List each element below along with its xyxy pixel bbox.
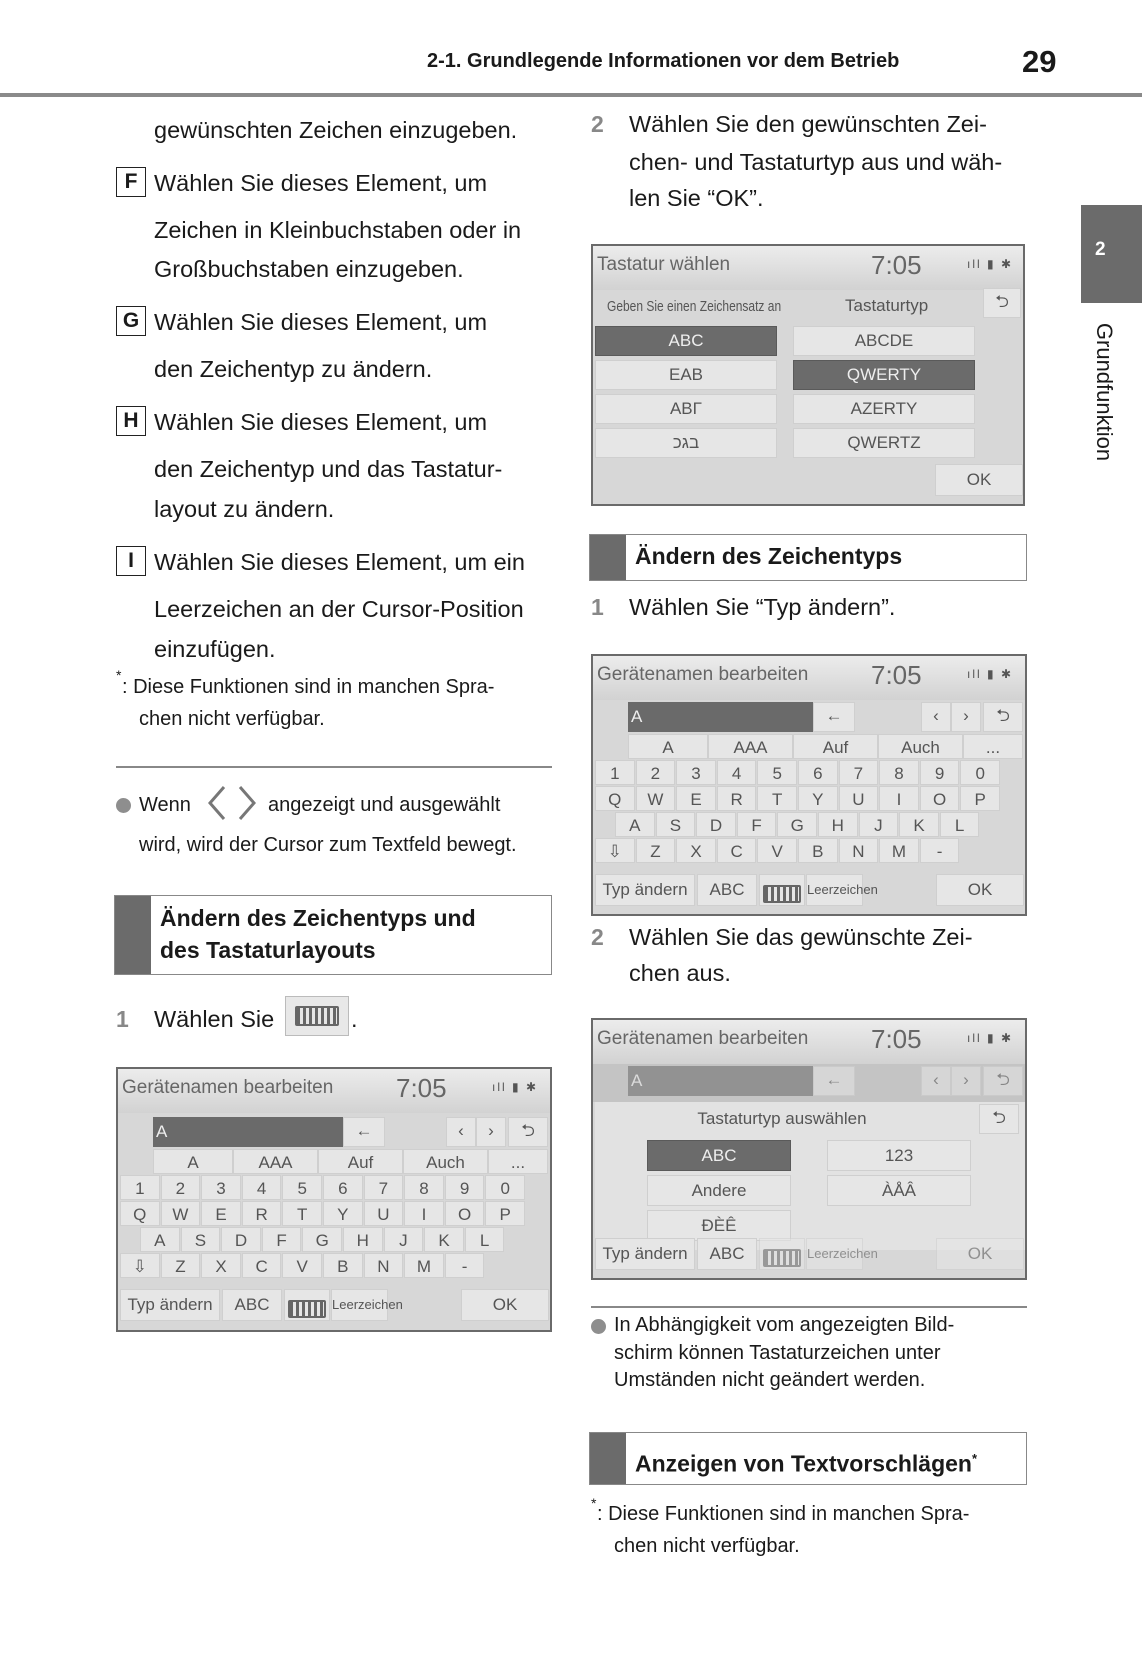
key[interactable]: D — [696, 812, 736, 837]
footnote-line1: : Diese Funktionen sind in manchen Spra- — [597, 1503, 970, 1525]
key[interactable]: 4 — [717, 760, 757, 785]
key[interactable]: 0 — [960, 760, 1000, 785]
key[interactable]: 6 — [323, 1175, 363, 1200]
key[interactable]: N — [364, 1253, 404, 1278]
screenshot-keyboard-left — [116, 1067, 552, 1332]
item-h-marker — [116, 406, 146, 436]
abc-button[interactable]: ABC — [697, 874, 757, 906]
key[interactable]: S — [656, 812, 696, 837]
letter-g: G — [116, 306, 146, 336]
key[interactable]: 3 — [676, 760, 716, 785]
running-header: 2-1. Grundlegende Informationen vor dem Betrieb — [427, 50, 900, 72]
key[interactable]: ⇩ — [120, 1253, 160, 1278]
item-h-line3: layout zu ändern. — [154, 496, 335, 522]
key[interactable]: Y — [798, 786, 838, 811]
key[interactable]: X — [676, 838, 716, 863]
key[interactable]: J — [384, 1227, 424, 1252]
section-bar — [590, 535, 626, 580]
key[interactable]: A — [140, 1227, 180, 1252]
footnote-line2: chen nicht verfügbar. — [614, 1535, 800, 1557]
key[interactable]: Q — [120, 1201, 160, 1226]
cursor-arrows-icon — [204, 783, 260, 823]
suggestion[interactable]: AAA — [233, 1149, 318, 1174]
key[interactable]: U — [839, 786, 879, 811]
suggestion[interactable]: Auch — [878, 734, 963, 759]
key[interactable]: 7 — [364, 1175, 404, 1200]
key[interactable]: 8 — [879, 760, 919, 785]
page-number: 29 — [1022, 44, 1057, 79]
key[interactable]: H — [818, 812, 858, 837]
back-key: ⮌ — [983, 1066, 1023, 1096]
ok-button[interactable]: OK — [936, 874, 1024, 906]
item-h-line2: den Zeichentyp und das Tastatur- — [154, 456, 503, 482]
text-field[interactable]: A — [628, 702, 813, 732]
item-g-line2: den Zeichentyp zu ändern. — [154, 356, 433, 382]
type-option[interactable]: ÐÈÊ — [647, 1210, 791, 1241]
layout-option[interactable]: QWERTY — [793, 360, 975, 390]
suggestion[interactable]: Auf — [793, 734, 878, 759]
step-line1: Wählen Sie den gewünschten Zei- — [629, 111, 987, 137]
charset-option[interactable]: ABC — [595, 326, 777, 356]
key[interactable]: B — [323, 1253, 363, 1278]
clock: 7:05 — [871, 660, 922, 690]
space-button[interactable]: Leerzeichen — [331, 1289, 388, 1321]
step-text: Wählen Sie — [154, 1006, 275, 1032]
key[interactable]: 0 — [485, 1175, 525, 1200]
key[interactable]: B — [798, 838, 838, 863]
key[interactable]: M — [879, 838, 919, 863]
footnote-line1: : Diese Funktionen sind in manchen Spra- — [122, 676, 495, 698]
key[interactable]: 1 — [595, 760, 635, 785]
key[interactable]: D — [221, 1227, 261, 1252]
clock: 7:05 — [871, 250, 922, 280]
layout-header: Tastaturtyp — [845, 296, 929, 315]
back-key[interactable]: ⮌ — [983, 702, 1023, 732]
layout-option[interactable]: ABCDE — [793, 326, 975, 356]
screen-title: Gerätenamen bearbeiten — [597, 664, 809, 685]
key[interactable]: L — [465, 1227, 505, 1252]
key[interactable]: N — [839, 838, 879, 863]
charset-option[interactable]: בגכ — [595, 428, 777, 458]
suggestion[interactable]: A — [628, 734, 708, 759]
item-i-line3: einzufügen. — [154, 636, 276, 662]
chapter-tab: 2 — [1081, 205, 1142, 303]
suggestion[interactable]: Auch — [403, 1149, 488, 1174]
key[interactable]: T — [757, 786, 797, 811]
section-heading-line1: Ändern des Zeichentyps und — [160, 905, 476, 931]
key[interactable]: 9 — [445, 1175, 485, 1200]
key[interactable]: 7 — [839, 760, 879, 785]
suggestion[interactable]: Auf — [318, 1149, 403, 1174]
bullet-line2: schirm können Tastaturzeichen unter — [614, 1342, 941, 1364]
suggestion[interactable]: AAA — [708, 734, 793, 759]
type-popup — [595, 1102, 1025, 1250]
bullet-text-b: angezeigt und ausgewählt — [268, 794, 501, 816]
key[interactable]: 5 — [282, 1175, 322, 1200]
charset-option[interactable]: ΑΒΓ — [595, 394, 777, 424]
key[interactable]: 2 — [161, 1175, 201, 1200]
layout-option[interactable]: AZERTY — [793, 394, 975, 424]
item-f-line3: Großbuchstaben einzugeben. — [154, 256, 464, 282]
key[interactable]: 4 — [242, 1175, 282, 1200]
key[interactable]: I — [879, 786, 919, 811]
key[interactable]: X — [201, 1253, 241, 1278]
backspace-key: ← — [813, 1066, 855, 1096]
cursor-right-key[interactable]: › — [476, 1117, 506, 1147]
step-line2: chen aus. — [629, 960, 731, 986]
key[interactable]: W — [161, 1201, 201, 1226]
cursor-right-key: › — [951, 1066, 981, 1096]
bullet-icon — [116, 797, 131, 815]
bullet-line1: In Abhängigkeit vom angezeigten Bild- — [614, 1314, 955, 1336]
paragraph-continued: gewünschten Zeichen einzugeben. — [154, 117, 518, 143]
type-option[interactable]: 123 — [827, 1140, 971, 1171]
item-g-line1: Wählen Sie dieses Element, um — [154, 309, 488, 335]
key[interactable]: 6 — [798, 760, 838, 785]
key[interactable]: C — [242, 1253, 282, 1278]
key[interactable]: G — [777, 812, 817, 837]
key[interactable]: L — [940, 812, 980, 837]
key[interactable]: J — [859, 812, 899, 837]
suggestion[interactable]: ... — [963, 734, 1023, 759]
key[interactable]: F — [737, 812, 777, 837]
type-change-button[interactable]: Typ ändern — [595, 874, 695, 906]
key[interactable]: U — [364, 1201, 404, 1226]
step-number: 1 — [591, 594, 604, 620]
key[interactable]: M — [404, 1253, 444, 1278]
key[interactable]: K — [899, 812, 939, 837]
section-heading-line2: des Tastaturlayouts — [160, 937, 376, 963]
section-bar — [590, 1433, 626, 1484]
key[interactable]: 9 — [920, 760, 960, 785]
key[interactable]: E — [676, 786, 716, 811]
bullet-text-a: Wenn — [139, 794, 191, 816]
screen-title: Tastatur wählen — [597, 254, 731, 275]
section-heading: Ändern des Zeichentyps — [635, 543, 903, 569]
suggestion[interactable]: A — [153, 1149, 233, 1174]
key[interactable]: H — [343, 1227, 383, 1252]
type-option[interactable]: ABC — [647, 1140, 791, 1171]
footnote-star: * — [116, 667, 122, 683]
step-text: Wählen Sie “Typ ändern”. — [629, 594, 896, 620]
item-i-marker — [116, 546, 146, 576]
item-h-line1: Wählen Sie dieses Element, um — [154, 409, 488, 435]
key[interactable]: 1 — [120, 1175, 160, 1200]
key[interactable]: - — [445, 1253, 485, 1278]
key[interactable]: C — [717, 838, 757, 863]
bullet-icon — [591, 1318, 606, 1336]
key[interactable]: I — [404, 1201, 444, 1226]
letter-f: F — [116, 167, 146, 197]
key[interactable]: Z — [636, 838, 676, 863]
text-field: A — [628, 1066, 813, 1096]
key[interactable]: G — [302, 1227, 342, 1252]
item-g-marker — [116, 306, 146, 336]
abc-button[interactable]: ABC — [222, 1289, 282, 1321]
section-heading-text: Anzeigen von Textvorschlägen — [635, 1450, 972, 1477]
keyboard-button[interactable] — [284, 1289, 330, 1321]
key[interactable]: 3 — [201, 1175, 241, 1200]
screenshot-type-select — [591, 1018, 1027, 1280]
text-field[interactable]: A — [153, 1117, 343, 1147]
item-i-line2: Leerzeichen an der Cursor-Position — [154, 596, 524, 622]
key[interactable]: 2 — [636, 760, 676, 785]
key[interactable]: 8 — [404, 1175, 444, 1200]
key[interactable]: T — [282, 1201, 322, 1226]
abc-button[interactable]: ABC — [697, 1238, 757, 1270]
key[interactable]: K — [424, 1227, 464, 1252]
charset-header: Geben Sie einen Zeichensatz an — [607, 298, 782, 315]
step-number: 1 — [116, 1006, 129, 1032]
step-number: 2 — [591, 111, 604, 137]
section-bar — [115, 896, 151, 974]
clock: 7:05 — [871, 1024, 922, 1054]
letter-i: I — [116, 546, 146, 576]
key[interactable]: V — [757, 838, 797, 863]
step-line1: Wählen Sie das gewünschte Zei- — [629, 924, 973, 950]
letter-h: H — [116, 406, 146, 436]
key[interactable]: Y — [323, 1201, 363, 1226]
screenshot-keyboard-right — [591, 654, 1027, 916]
cursor-right-key[interactable]: › — [951, 702, 981, 732]
ok-button[interactable]: OK — [461, 1289, 549, 1321]
key[interactable]: 5 — [757, 760, 797, 785]
space-button[interactable]: Leerzeichen — [806, 874, 863, 906]
status-icons: ıll ▮ ✱ — [967, 257, 1013, 271]
key[interactable]: O — [920, 786, 960, 811]
key[interactable]: R — [242, 1201, 282, 1226]
type-change-button[interactable]: Typ ändern — [595, 1238, 695, 1270]
keyboard-button — [759, 1238, 805, 1270]
header-rule — [0, 93, 1142, 97]
back-key[interactable]: ⮌ — [508, 1117, 548, 1147]
divider — [116, 766, 552, 768]
cursor-left-key: ‹ — [921, 1066, 951, 1096]
backspace-key[interactable]: ← — [813, 702, 855, 732]
backspace-key[interactable]: ← — [343, 1117, 385, 1147]
key[interactable]: S — [181, 1227, 221, 1252]
screenshot-keyboard-select — [591, 244, 1025, 506]
key[interactable]: P — [960, 786, 1000, 811]
back-key[interactable]: ⮌ — [983, 288, 1021, 318]
footnote-line2: chen nicht verfügbar. — [139, 708, 325, 730]
key[interactable]: R — [717, 786, 757, 811]
type-change-button[interactable]: Typ ändern — [120, 1289, 220, 1321]
space-button: Leerzeichen — [806, 1238, 863, 1270]
screen-title: Gerätenamen bearbeiten — [597, 1028, 809, 1049]
key[interactable]: ⇩ — [595, 838, 635, 863]
status-icons: ıll ▮ ✱ — [492, 1080, 538, 1094]
key[interactable]: P — [485, 1201, 525, 1226]
type-option[interactable]: Andere — [647, 1175, 791, 1206]
chapter-label: Grundfunktion — [1092, 322, 1117, 462]
popup-back-key[interactable]: ⮌ — [979, 1104, 1019, 1134]
step-line2: chen- und Tastaturtyp aus und wäh- — [629, 149, 1003, 175]
key[interactable]: O — [445, 1201, 485, 1226]
suggestion[interactable]: ... — [488, 1149, 548, 1174]
key[interactable]: W — [636, 786, 676, 811]
key[interactable]: A — [615, 812, 655, 837]
popup-title: Tastaturtyp auswählen — [697, 1109, 867, 1128]
cursor-left-key[interactable]: ‹ — [446, 1117, 476, 1147]
layout-option[interactable]: QWERTZ — [793, 428, 975, 458]
item-f-line2: Zeichen in Kleinbuchstaben oder in — [154, 217, 522, 243]
step-line3: len Sie “OK”. — [629, 185, 764, 211]
keyboard-icon — [285, 996, 349, 1036]
key[interactable]: Q — [595, 786, 635, 811]
footnote-star: * — [591, 1495, 597, 1511]
section-heading — [635, 1443, 977, 1480]
status-icons: ıll ▮ ✱ — [967, 1031, 1013, 1045]
ok-button: OK — [936, 1238, 1024, 1270]
section-heading-suggestions — [589, 1432, 1027, 1485]
bullet-text-c: wird, wird der Cursor zum Textfeld bewegt. — [139, 834, 517, 856]
key[interactable]: V — [282, 1253, 322, 1278]
ok-button[interactable]: OK — [935, 464, 1023, 496]
section-heading-char-type — [589, 534, 1027, 581]
key[interactable]: - — [920, 838, 960, 863]
screen-title: Gerätenamen bearbeiten — [122, 1077, 334, 1098]
section-heading-keyboard-layout — [114, 895, 552, 975]
item-f-line1: Wählen Sie dieses Element, um — [154, 170, 488, 196]
bullet-line3: Umständen nicht geändert werden. — [614, 1369, 926, 1391]
keyboard-button[interactable] — [759, 874, 805, 906]
key[interactable]: F — [262, 1227, 302, 1252]
status-icons: ıll ▮ ✱ — [967, 667, 1013, 681]
item-f-marker — [116, 167, 146, 197]
item-i-line1: Wählen Sie dieses Element, um ein — [154, 549, 525, 575]
step-end: . — [351, 1006, 358, 1032]
divider — [591, 1306, 1027, 1308]
key[interactable]: Z — [161, 1253, 201, 1278]
key[interactable]: E — [201, 1201, 241, 1226]
section-heading-star: * — [971, 1451, 978, 1466]
cursor-left-key[interactable]: ‹ — [921, 702, 951, 732]
charset-option[interactable]: ΕΑΒ — [595, 360, 777, 390]
clock: 7:05 — [396, 1073, 447, 1103]
type-option[interactable]: ÀÅÂ — [827, 1175, 971, 1206]
step-number: 2 — [591, 924, 604, 950]
